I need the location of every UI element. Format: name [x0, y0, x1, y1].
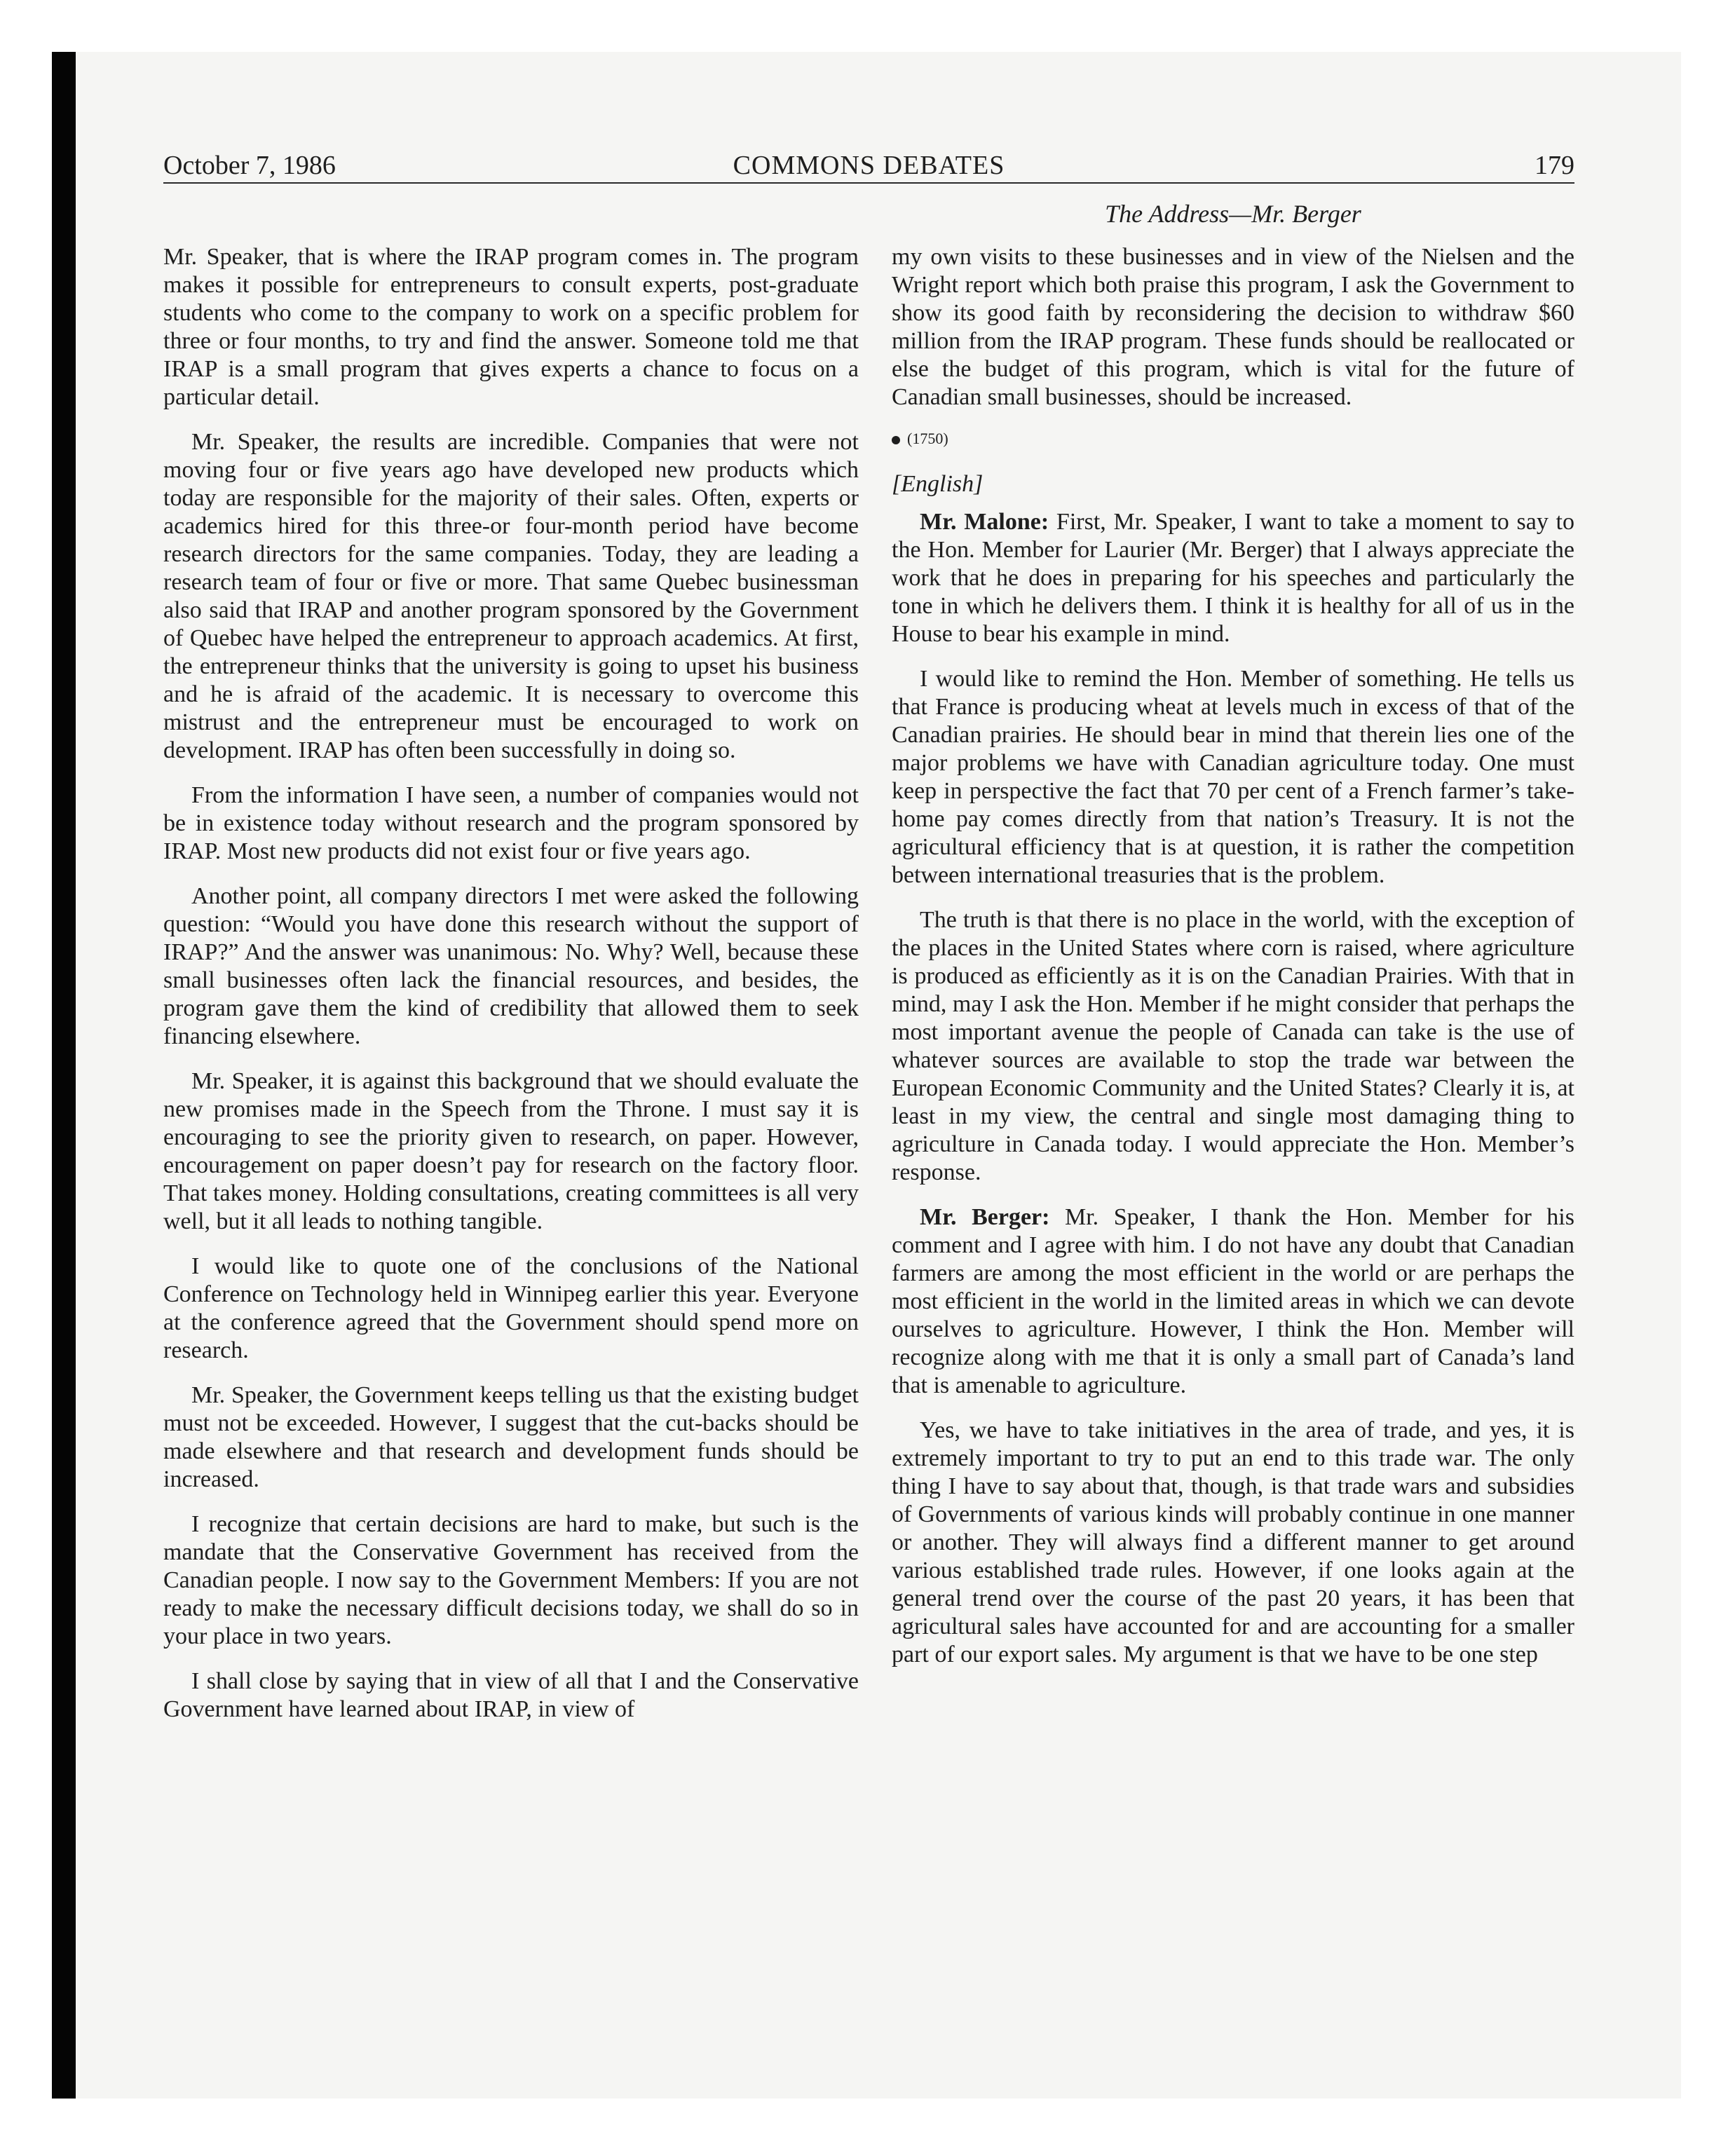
paragraph: Mr. Speaker, it is against this background that we should evaluate the new promises made in the Speech from the Throne. I must say it is encouraging to see the priority given to research, on paper. However, encouragement on paper doesn’t pay for research on the factory floor. That takes money. Holding consultations, creating committees is all very well, but it all leads to nothing tangible. — [163, 1068, 859, 1234]
paragraph: I would like to remind the Hon. Member of something. He tells us that France is producing wheat at levels much in excess of that of the Canadian prairies. He should bear in mind that therein lies one of the major problems we have with Canadian agriculture today. One must keep in perspective the fact that 70 per cent of a French farmer’s take-home pay comes directly from that nation’s Treasury. It is not the agricultural efficiency that is at question, it is rather the competition between international treasuries that is the problem. — [892, 666, 1574, 888]
time-mark-text: (1750) — [907, 430, 948, 447]
speaker-name: Mr. Malone: — [920, 509, 1049, 535]
paragraph: I shall close by saying that in view of all that I and the Conservative Government have learned about IRAP, in view of — [163, 1668, 859, 1722]
header-title: COMMONS DEBATES — [733, 151, 1005, 180]
running-head: The Address—Mr. Berger — [1105, 200, 1361, 228]
header-date: October 7, 1986 — [163, 151, 336, 180]
page-header — [163, 147, 1574, 184]
paragraph: Mr. Speaker, the Government keeps telling us that the existing budget must not be exceeded. However, I suggest that the cut-backs should be made elsewhere and that research and development funds should be increased. — [163, 1382, 859, 1492]
bullet-icon — [892, 436, 900, 444]
paragraph: Mr. Speaker, that is where the IRAP program comes in. The program makes it possible for entrepreneurs to consult experts, post-graduate students who come to the company to work on a specific problem for three or four months, to try and find the answer. Someone told me that IRAP is a small program that gives experts a chance to focus on a particular detail. — [163, 244, 859, 410]
speech-text: Mr. Speaker, I thank the Hon. Member for his comment and I agree with him. I do not have any doubt that Canadian farmers are among the most efficient in the world or are perhaps the most efficient in the world in the limited areas in which we can devote ourselves to agriculture. However, I think the Hon. Member will recognize along with me that it is only a small part of Canada’s land that is amenable to agriculture. — [892, 1204, 1574, 1398]
right-column — [892, 243, 1574, 1686]
speech-text: First, Mr. Speaker, I want to take a moment to say to the Hon. Member for Laurier (Mr. Berger) that I always appreciate the work that he does in preparing for his speeches and particularly the tone in which he delivers them. I think it is healthy for all of us in the House to bear his example in mind. — [892, 509, 1575, 647]
speech-paragraph — [892, 508, 1574, 648]
paragraph: my own visits to these businesses and in view of the Nielsen and the Wright report which both praise this program, I ask the Government to show its good faith by reconsidering the decision to withdraw $60 million from the IRAP program. These funds should be reallocated or else the budget of this program, which is vital for the future of Canadian small businesses, should be increased. — [892, 244, 1574, 410]
left-column — [163, 243, 859, 1740]
paragraph: Mr. Speaker, the results are incredible. Companies that were not moving four or five years ago have developed new products which today are responsible for the majority of their sales. Often, experts or academics hired for this three-or four-month period have become research directors for the same companies. Today, they are leading a research team of four or five or more. That same Quebec businessman also said that IRAP and another program sponsored by the Government of Quebec have helped the entrepreneur to approach academics. At first, the entrepreneur thinks that the university is going to upset his business and he is afraid of the academic. It is necessary to overcome this mistrust and the entrepreneur must be encouraged to work on development. IRAP has often been successfully in doing so. — [163, 429, 859, 763]
language-tag: [English] — [892, 471, 984, 497]
speaker-name: Mr. Berger: — [920, 1204, 1050, 1230]
time-mark — [892, 428, 1574, 449]
paragraph: Yes, we have to take initiatives in the area of trade, and yes, it is extremely important to try to put an end to this trade war. The only thing I have to say about that, though, is that trade wars and subsidies of Governments of various kinds will probably continue in one manner or another. They will always find a different manner to get around various established trade rules. However, if one looks again at the general trend over the course of the past 20 years, it has been that agricultural sales have accounted for and are accounting for a smaller part of our export sales. My argument is that we have to be one step — [892, 1417, 1574, 1667]
speech-paragraph — [892, 1203, 1574, 1400]
paragraph: From the information I have seen, a number of companies would not be in existence today without research and the program sponsored by IRAP. Most new products did not exist four or five years ago. — [163, 782, 859, 864]
paragraph: I would like to quote one of the conclusions of the National Conference on Technology held in Winnipeg earlier this year. Everyone at the conference agreed that the Government should spend more on research. — [163, 1253, 859, 1363]
paragraph: The truth is that there is no place in the world, with the exception of the places in the United States where corn is raised, where agriculture is produced as efficiently as it is on the Canadian Prairies. With that in mind, may I ask the Hon. Member if he might consider that perhaps the most important avenue the people of Canada can take is the use of whatever sources are available to stop the trade war between the European Economic Community and the United States? Clearly it is, at least in my view, the central and single most damaging thing to agriculture in Canada today. I would appreciate the Hon. Member’s response. — [892, 907, 1574, 1185]
scan-binding-edge — [52, 52, 76, 2099]
paragraph: I recognize that certain decisions are hard to make, but such is the mandate that the Conservative Government has received from the Canadian people. I now say to the Government Members: If you are not ready to make the necessary difficult decisions today, we shall do so in your place in two years. — [163, 1511, 859, 1649]
paragraph: Another point, all company directors I met were asked the following question: “Would you have done this research without the support of IRAP?” And the answer was unanimous: No. Why? Well, because these small businesses often lack the financial resources, and besides, the program gave them the kind of credibility that allowed them to seek financing elsewhere. — [163, 883, 859, 1049]
page-number: 179 — [1535, 151, 1574, 180]
header-rule — [163, 182, 1574, 184]
